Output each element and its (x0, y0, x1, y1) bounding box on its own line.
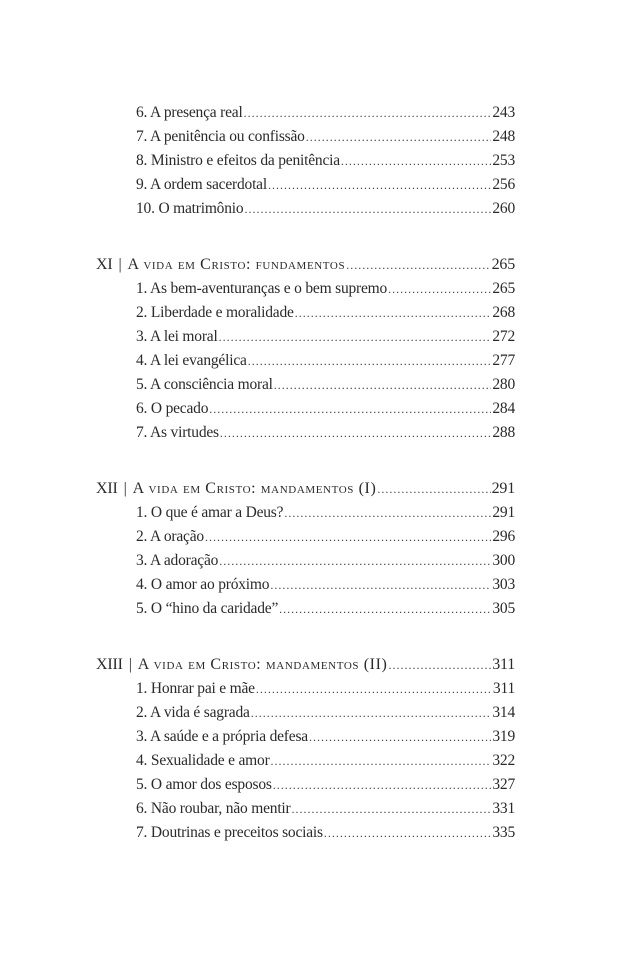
dot-leader (248, 349, 492, 373)
toc-entry[interactable] (96, 773, 515, 797)
dot-leader (284, 501, 491, 525)
toc-entry-page: 322 (492, 752, 515, 769)
toc-entry-page: 319 (492, 728, 515, 745)
toc-entry-label: 10. O matrimônio (136, 200, 244, 217)
dot-leader (346, 253, 490, 277)
toc-entry-label: 4. Sexualidade e amor (136, 752, 270, 769)
chapter-heading[interactable] (96, 253, 515, 277)
toc-entry[interactable] (96, 101, 515, 125)
toc-entry-label: 4. O amor ao próximo (136, 576, 270, 593)
toc-entry-page: 272 (492, 328, 515, 345)
chapter-separator: | (118, 256, 122, 273)
toc-entry[interactable] (96, 173, 515, 197)
toc-entry-label: 9. A ordem sacerdotal (136, 176, 267, 193)
toc-entry-page: 268 (492, 304, 515, 321)
chapter-page: 311 (492, 656, 515, 673)
toc-entry-page: 296 (492, 528, 515, 545)
toc-entry-page: 311 (492, 680, 515, 697)
toc-entry[interactable] (96, 197, 515, 221)
toc-entry[interactable] (96, 421, 515, 445)
chapter-number: XI (96, 256, 113, 273)
toc-entry-label: 3. A adoração (136, 552, 219, 569)
toc-entry-label: 1. As bem-aventuranças e o bem supremo (136, 280, 388, 297)
chapter-heading-label (96, 477, 376, 501)
toc-entry[interactable] (96, 597, 515, 621)
toc-entry-label: 6. Não roubar, não mentir (136, 800, 291, 817)
toc-entry[interactable] (96, 749, 515, 773)
chapter-heading-label (96, 653, 387, 677)
toc-entry-page: 243 (492, 104, 515, 121)
dot-leader (324, 821, 491, 845)
toc-entry-page: 284 (492, 400, 515, 417)
toc-entry[interactable] (96, 349, 515, 373)
toc-entry-page: 265 (492, 280, 515, 297)
toc-entry-label: 6. A presença real (136, 104, 243, 121)
toc-entry-page: 253 (492, 152, 515, 169)
toc-entry[interactable] (96, 397, 515, 421)
toc-entry-page: 260 (492, 200, 515, 217)
dot-leader (292, 797, 492, 821)
toc-entry-label: 2. Liberdade e moralidade (136, 304, 294, 321)
chapter-number: XII (96, 480, 118, 497)
chapter-page: 265 (491, 256, 515, 273)
dot-leader (244, 101, 492, 125)
toc-entry-label: 5. O “hino da caridade” (136, 600, 279, 617)
toc-entry-label: 1. Honrar pai e mãe (136, 680, 255, 697)
toc-entry-label: 7. Doutrinas e preceitos sociais (136, 824, 323, 841)
toc-entry-label: 7. As virtudes (136, 424, 219, 441)
chapter-title: A vida em Cristo: fundamentos (127, 256, 346, 273)
dot-leader (270, 573, 491, 597)
toc-entry[interactable] (96, 797, 515, 821)
toc-entry-label: 5. O amor dos esposos (136, 776, 272, 793)
toc-entry[interactable] (96, 525, 515, 549)
toc-entry[interactable] (96, 277, 515, 301)
dot-leader (377, 477, 490, 501)
dot-leader (251, 701, 492, 725)
dot-leader (271, 749, 492, 773)
dot-leader (268, 173, 491, 197)
toc-entry-label: 3. A lei moral (136, 328, 218, 345)
toc-entry-page: 314 (492, 704, 515, 721)
toc-entry-label: 5. A consciência moral (136, 376, 273, 393)
toc-entry[interactable] (96, 373, 515, 397)
dot-leader (341, 149, 491, 173)
toc-entry-page: 280 (492, 376, 515, 393)
toc-entry-page: 291 (492, 504, 515, 521)
toc-entry-page: 288 (492, 424, 515, 441)
toc-entry-page: 248 (492, 128, 515, 145)
chapter-heading-label (96, 253, 345, 277)
toc-entry-page: 327 (492, 776, 515, 793)
toc-entry[interactable] (96, 325, 515, 349)
toc-entry[interactable] (96, 677, 515, 701)
toc-entry[interactable] (96, 501, 515, 525)
toc-entry-page: 300 (492, 552, 515, 569)
toc-entry-label: 6. O pecado (136, 400, 209, 417)
toc-entry[interactable] (96, 821, 515, 845)
toc-entry-label: 7. A penitência ou confissão (136, 128, 305, 145)
toc-entry-page: 331 (492, 800, 515, 817)
toc-entry[interactable] (96, 573, 515, 597)
toc-chapter-xi (96, 253, 515, 445)
toc-entry[interactable] (96, 701, 515, 725)
toc-entry-page: 303 (492, 576, 515, 593)
chapter-separator: | (123, 480, 127, 497)
toc-entry-label: 8. Ministro e efeitos da penitência (136, 152, 340, 169)
dot-leader (306, 125, 492, 149)
dot-leader (220, 421, 491, 445)
chapter-number: XIII (96, 656, 123, 673)
toc-entry-page: 335 (492, 824, 515, 841)
toc-entry-label: 2. A oração (136, 528, 204, 545)
toc-entry[interactable] (96, 125, 515, 149)
toc-entry[interactable] (96, 725, 515, 749)
chapter-separator: | (128, 656, 132, 673)
toc-entry[interactable] (96, 149, 515, 173)
dot-leader (388, 653, 491, 677)
dot-leader (219, 549, 491, 573)
dot-leader (279, 597, 491, 621)
toc-entry-page: 305 (492, 600, 515, 617)
toc-entry-label: 1. O que é amar a Deus? (136, 504, 284, 521)
toc-entry-label: 2. A vida é sagrada (136, 704, 250, 721)
chapter-page: 291 (491, 480, 515, 497)
toc-chapter-xii (96, 477, 515, 621)
dot-leader (273, 773, 492, 797)
dot-leader (388, 277, 491, 301)
toc-section-continued (96, 101, 515, 221)
toc-entry-page: 256 (492, 176, 515, 193)
toc-entry[interactable] (96, 549, 515, 573)
chapter-heading[interactable] (96, 653, 515, 677)
toc-chapter-xiii (96, 653, 515, 845)
chapter-title: A vida em Cristo: mandamentos (II) (137, 656, 388, 673)
chapter-title: A vida em Cristo: mandamentos (I) (132, 480, 377, 497)
dot-leader (244, 197, 491, 221)
toc-entry-label: 4. A lei evangélica (136, 352, 247, 369)
toc-entry-label: 3. A saúde e a própria defesa (136, 728, 308, 745)
table-of-contents (96, 101, 515, 877)
dot-leader (209, 397, 491, 421)
dot-leader (274, 373, 492, 397)
toc-entry-page: 277 (492, 352, 515, 369)
dot-leader (309, 725, 491, 749)
dot-leader (295, 301, 492, 325)
dot-leader (205, 525, 491, 549)
dot-leader (256, 677, 492, 701)
toc-entry[interactable] (96, 301, 515, 325)
chapter-heading[interactable] (96, 477, 515, 501)
dot-leader (219, 325, 492, 349)
